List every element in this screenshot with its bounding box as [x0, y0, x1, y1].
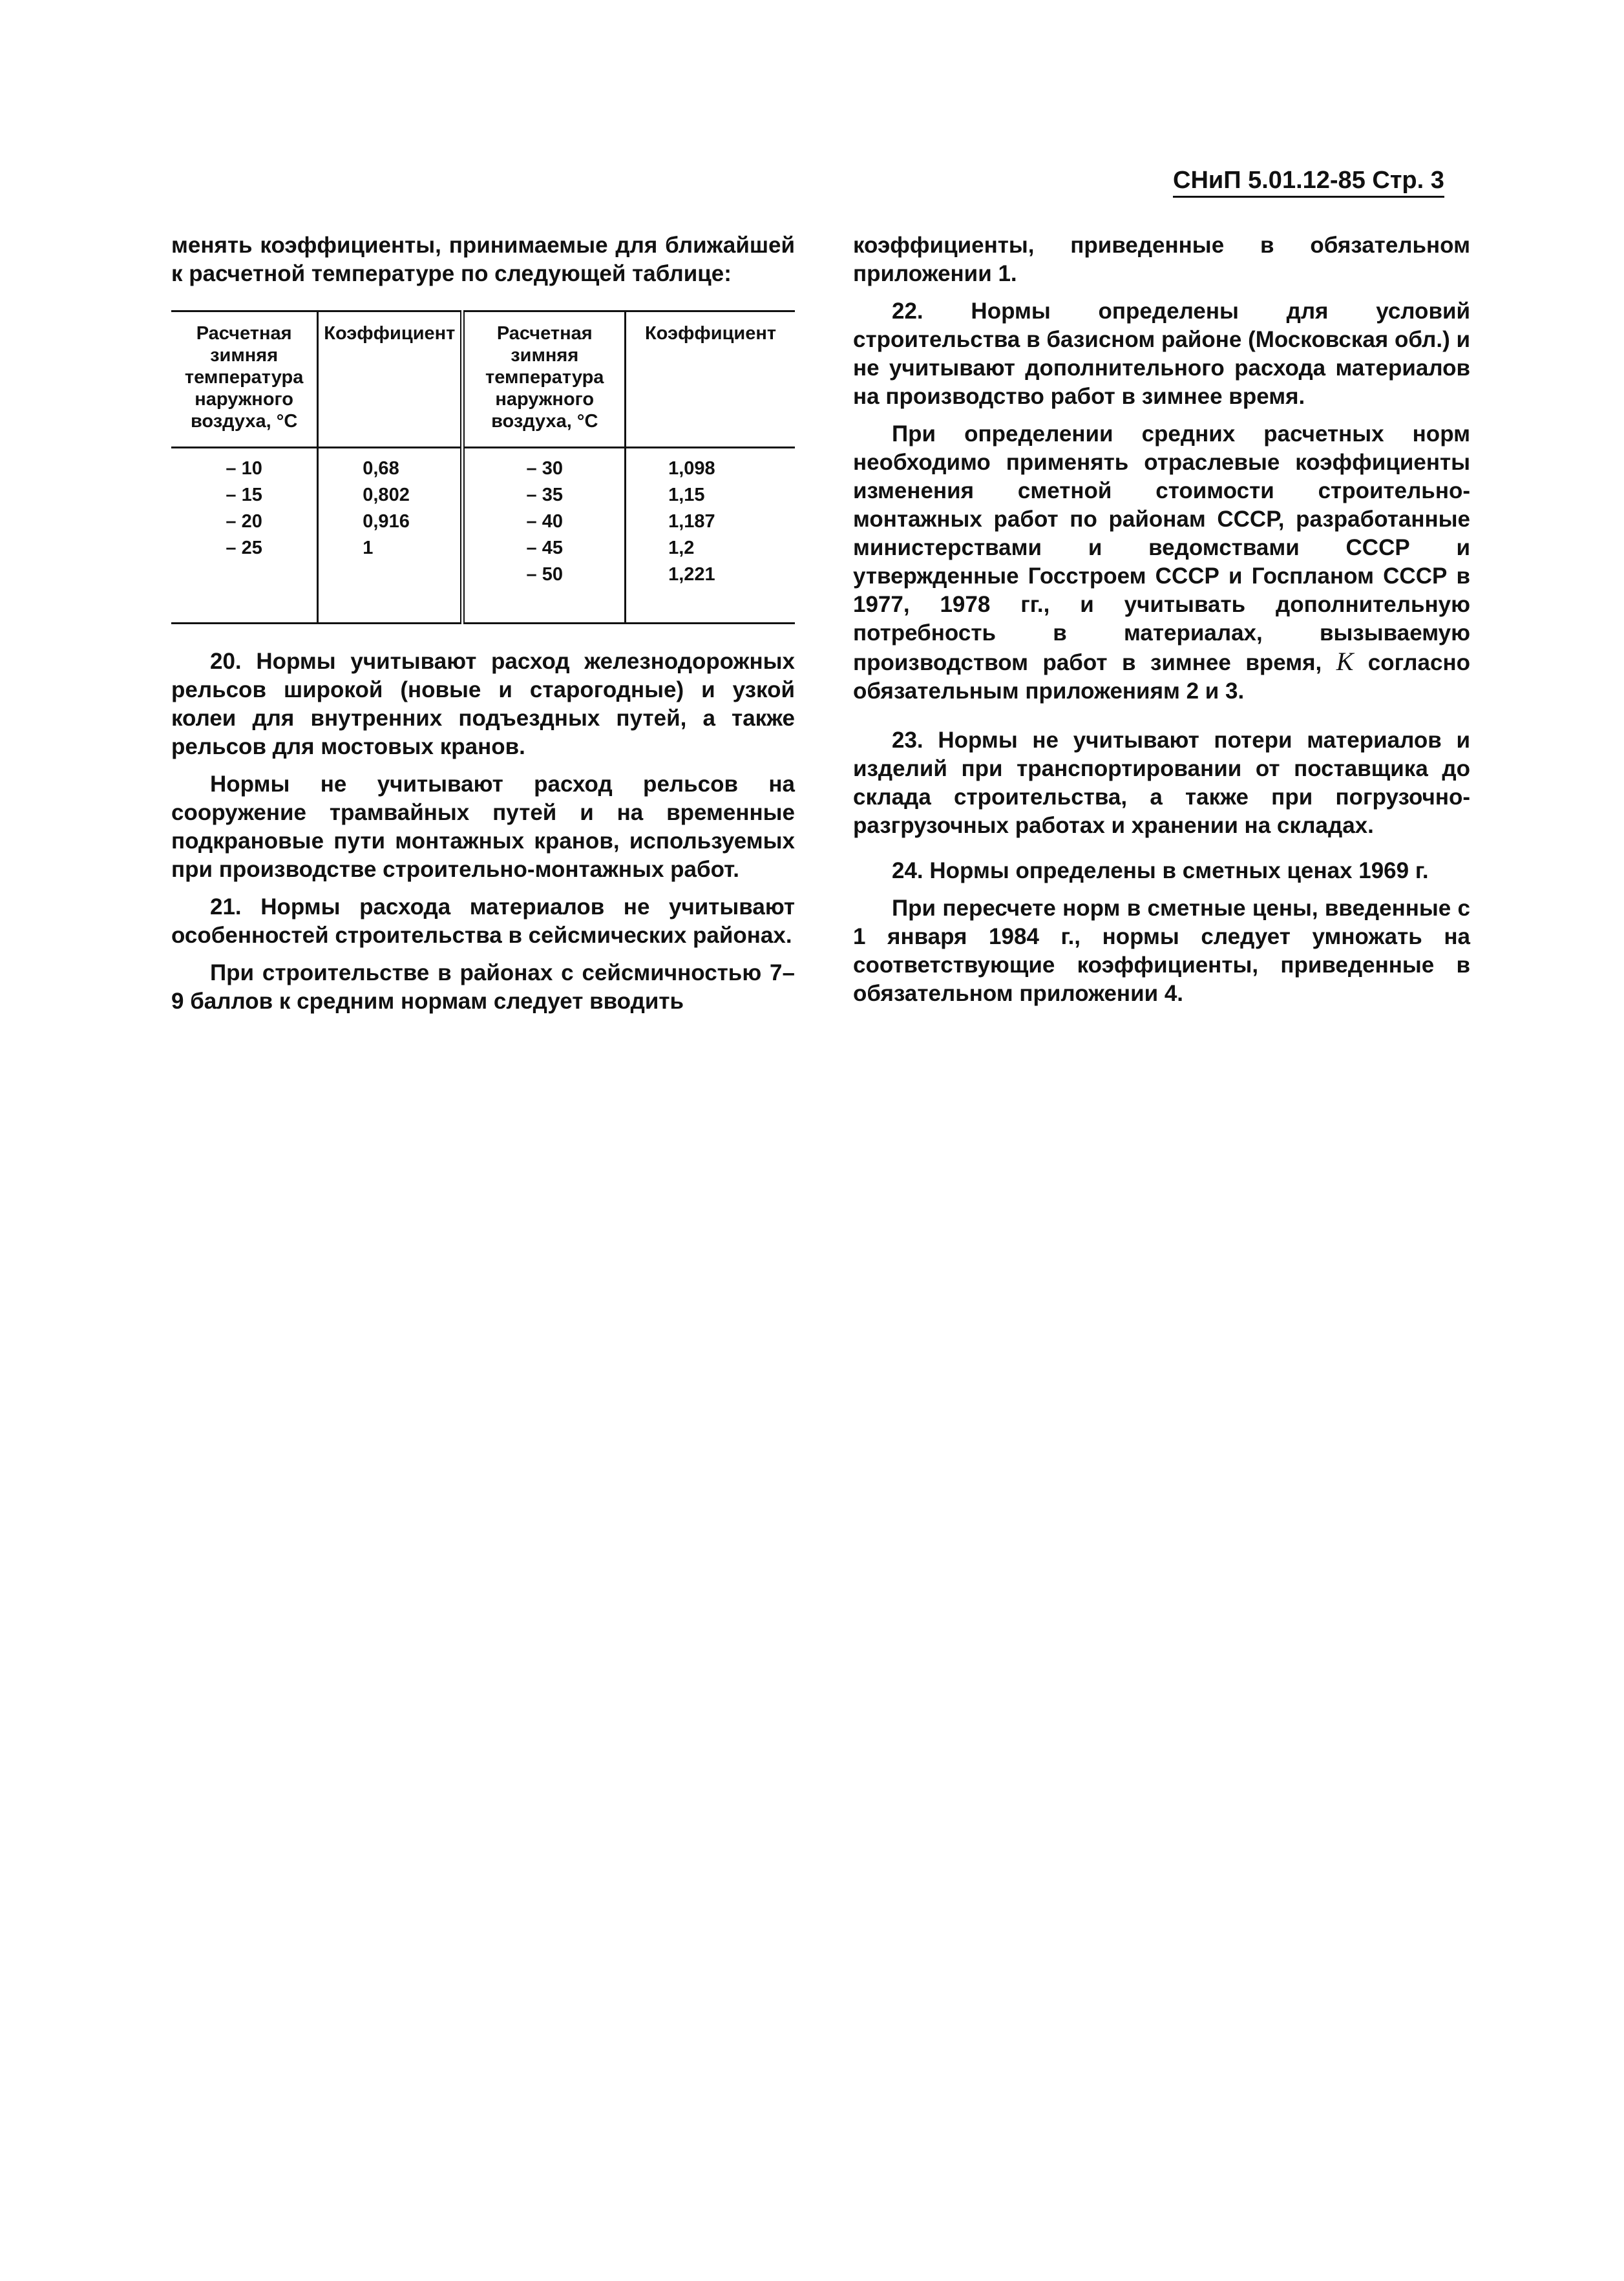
page-header: СНиП 5.01.12-85 Стр. 3 — [1173, 167, 1444, 198]
table-cell: 1,221 — [668, 564, 715, 585]
paragraph-20-continued: Нормы не учитывают расход рельсов на сооружение трамвайных путей и на временные подкрановые пути монтажных кранов, используемых при производстве строительно-монтажных работ. — [171, 772, 795, 882]
paragraph-21-continued: При строительстве в районах с сейсмичностью 7–9 баллов к средним нормам следует вводить — [171, 960, 795, 1014]
paragraph-20 — [171, 647, 795, 761]
paragraph-number: 24. — [892, 858, 923, 883]
paragraph-24 — [853, 857, 1470, 885]
intro-paragraph: менять коэффициенты, принимаемые для ближайшей к расчетной температуре по следующей таблице: — [171, 233, 795, 286]
table-cell: 1,2 — [668, 538, 695, 558]
paragraph-text: Нормы определены в сметных ценах 1969 г. — [929, 858, 1429, 883]
table-cell: – 40 — [526, 511, 563, 532]
paragraph-24-continued: При пересчете норм в сметные цены, введенные с 1 января 1984 г., нормы следует умножать на соответствующие коэффициенты, приведенные в обязательном приложении 4. — [853, 896, 1470, 1006]
table-header-row — [171, 311, 795, 448]
paragraph-number: 20. — [210, 649, 242, 674]
continued-paragraph: коэффициенты, приведенные в обязательном приложении 1. — [853, 233, 1470, 286]
paragraph-21 — [171, 893, 795, 950]
table-cell: – 20 — [226, 511, 262, 532]
table-cell: – 45 — [526, 538, 563, 558]
temperature-cell-1 — [171, 448, 318, 624]
left-column — [171, 231, 795, 1016]
coefficient-cell-2 — [626, 448, 795, 624]
paragraph-23 — [853, 726, 1470, 840]
table-cell: 0,916 — [363, 511, 410, 532]
header-coefficient-2: Коэффициент — [626, 311, 795, 448]
paragraph-number: 23. — [892, 728, 923, 753]
paragraph-22-continued — [853, 420, 1470, 706]
header-coefficient-1: Коэффициент — [318, 311, 463, 448]
table-cell: 0,68 — [363, 458, 399, 479]
header-temperature-2: Расчетная зимняя температура наружного воздуха, °С — [463, 311, 626, 448]
table-cell: 1,15 — [668, 485, 705, 505]
paragraph-text: Нормы определены для условий строительства в базисном районе (Московская обл.) и не учитывают дополнительного расхода материалов на производство работ в зимнее время. — [853, 299, 1470, 409]
paragraph-text: Нормы расхода материалов не учитывают особенностей строительства в сейсмических районах. — [171, 894, 795, 948]
header-temperature-1: Расчетная зимняя температура наружного воздуха, °С — [171, 311, 318, 448]
paragraph-text: Нормы не учитывают потери материалов и изделий при транспортировании от поставщика до склада строительства, а также при погрузочно-разгрузочных работах и хранении на складах. — [853, 728, 1470, 838]
table-cell: – 15 — [226, 485, 262, 505]
table-cell: 1,098 — [668, 458, 715, 479]
table-cell: – 35 — [526, 485, 563, 505]
paragraph-text: При определении средних расчетных норм необходимо применять отраслевые коэффициенты изменения сметной стоимости строительно-монтажных работ по районам СССР, разработанные министерствами и ведомствами СССР и утвержденные Госстроем СССР и Госпланом СССР в 1977, 1978 гг., и учитывать дополнительную потребность в материалах, вызываемую производством работ в зимнее время, — [853, 421, 1470, 675]
table-cell: – 30 — [526, 458, 563, 479]
table-cell: 1,187 — [668, 511, 715, 532]
paragraph-text: согласно обязательным приложениям 2 и 3. — [853, 650, 1470, 704]
right-column — [853, 231, 1470, 1008]
coefficient-cell-1 — [318, 448, 463, 624]
paragraph-text: Нормы учитывают расход железнодорожных рельсов широкой (новые и старогодные) и узкой колеи для внутренних подъездных путей, а также рельсов для мостовых кранов. — [171, 649, 795, 759]
coefficient-table — [171, 310, 795, 624]
paragraph-number: 21. — [210, 894, 242, 920]
table-cell: – 50 — [526, 564, 563, 585]
table-cell: – 10 — [226, 458, 262, 479]
paragraph-number: 22. — [892, 299, 923, 324]
table-cell: – 25 — [226, 538, 262, 558]
k-symbol: К — [1336, 647, 1354, 676]
table-cell: 0,802 — [363, 485, 410, 505]
paragraph-22 — [853, 297, 1470, 411]
temperature-cell-2 — [463, 448, 626, 624]
table-row — [171, 448, 795, 624]
table-cell: 1 — [363, 538, 374, 558]
